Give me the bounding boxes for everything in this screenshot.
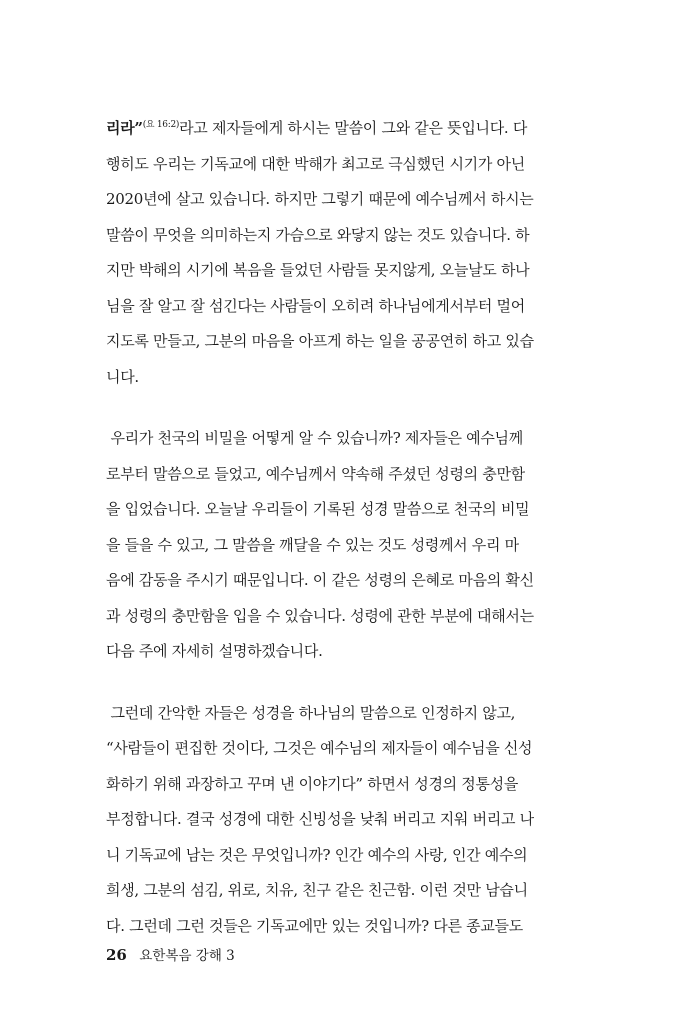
text-line: 지도록 만들고, 그분의 마음을 아프게 하는 일을 공공연히 하고 있습 <box>106 332 534 350</box>
paragraph-gap <box>106 395 568 421</box>
text-line: 다음 주에 자세히 설명하겠습니다. <box>106 642 323 660</box>
text-line: 희생, 그분의 섬김, 위로, 치유, 친구 같은 친근함. 이런 것만 남습니 <box>106 881 528 899</box>
text-line: 을 들을 수 있고, 그 말씀을 깨달을 수 있는 것도 성령께서 우리 마 <box>106 535 519 554</box>
quote-end-bold: 리라” <box>106 119 143 137</box>
page-body <box>106 111 568 944</box>
text-line: 그런데 간악한 자들은 성경을 하나님의 말씀으로 인정하지 않고, <box>106 703 516 722</box>
paragraph-3 <box>106 696 568 945</box>
text-line: 니다. <box>106 367 139 386</box>
paragraph-gap <box>106 670 568 696</box>
line-text: 라고 제자들에게 하시는 말씀이 그와 같은 뜻입니다. 다 <box>179 119 528 137</box>
text-line: 님을 잘 알고 잘 섬긴다는 사람들이 오히려 하나님에게서부터 멀어 <box>106 296 525 315</box>
text-line <box>106 111 568 147</box>
text-line: 다. 그런데 그런 것들은 기독교에만 있는 것입니까? 다른 종교들도 <box>106 916 523 935</box>
text-line: 행히도 우리는 기독교에 대한 박해가 최고로 극심했던 시기가 아닌 <box>106 154 525 173</box>
text-line: 부정합니다. 결국 성경에 대한 신빙성을 낮춰 버리고 지워 버리고 나 <box>106 810 534 828</box>
text-line: 니 기독교에 남는 것은 무엇입니까? 인간 예수의 사랑, 인간 예수의 <box>106 845 528 864</box>
page-footer <box>106 944 235 964</box>
text-line: 을 입었습니다. 오늘날 우리들이 기록된 성경 말씀으로 천국의 비밀 <box>106 500 530 518</box>
text-line: 과 성령의 충만함을 입을 수 있습니다. 성령에 관한 부분에 대해서는 <box>106 606 534 625</box>
text-line: 로부터 말씀으로 들었고, 예수님께서 약속해 주셨던 성령의 충만함 <box>106 464 525 483</box>
paragraph-1 <box>106 111 568 395</box>
text-line: 화하기 위해 과장하고 꾸며 낸 이야기다” 하면서 성경의 정통성을 <box>106 774 519 793</box>
text-line: 음에 감동을 주시기 때문입니다. 이 같은 성령의 은혜로 마음의 확신 <box>106 571 534 589</box>
running-title: 요한복음 강해 3 <box>139 948 235 964</box>
page-number: 26 <box>106 946 127 964</box>
text-line: 말씀이 무엇을 의미하는지 가슴으로 와닿지 않는 것도 있습니다. 하 <box>106 225 530 244</box>
text-line: “사람들이 편집한 것이다, 그것은 예수님의 제자들이 예수님을 신성 <box>106 739 533 757</box>
text-line: 2020년에 살고 있습니다. 하지만 그렇기 때문에 예수님께서 하시는 <box>106 190 534 208</box>
paragraph-2 <box>106 421 568 670</box>
text-line: 우리가 천국의 비밀을 어떻게 알 수 있습니까? 제자들은 예수님께 <box>106 429 523 447</box>
text-line: 지만 박해의 시기에 복음을 들었던 사람들 못지않게, 오늘날도 하나 <box>106 261 530 279</box>
scripture-reference: (요 16:2) <box>142 120 180 130</box>
